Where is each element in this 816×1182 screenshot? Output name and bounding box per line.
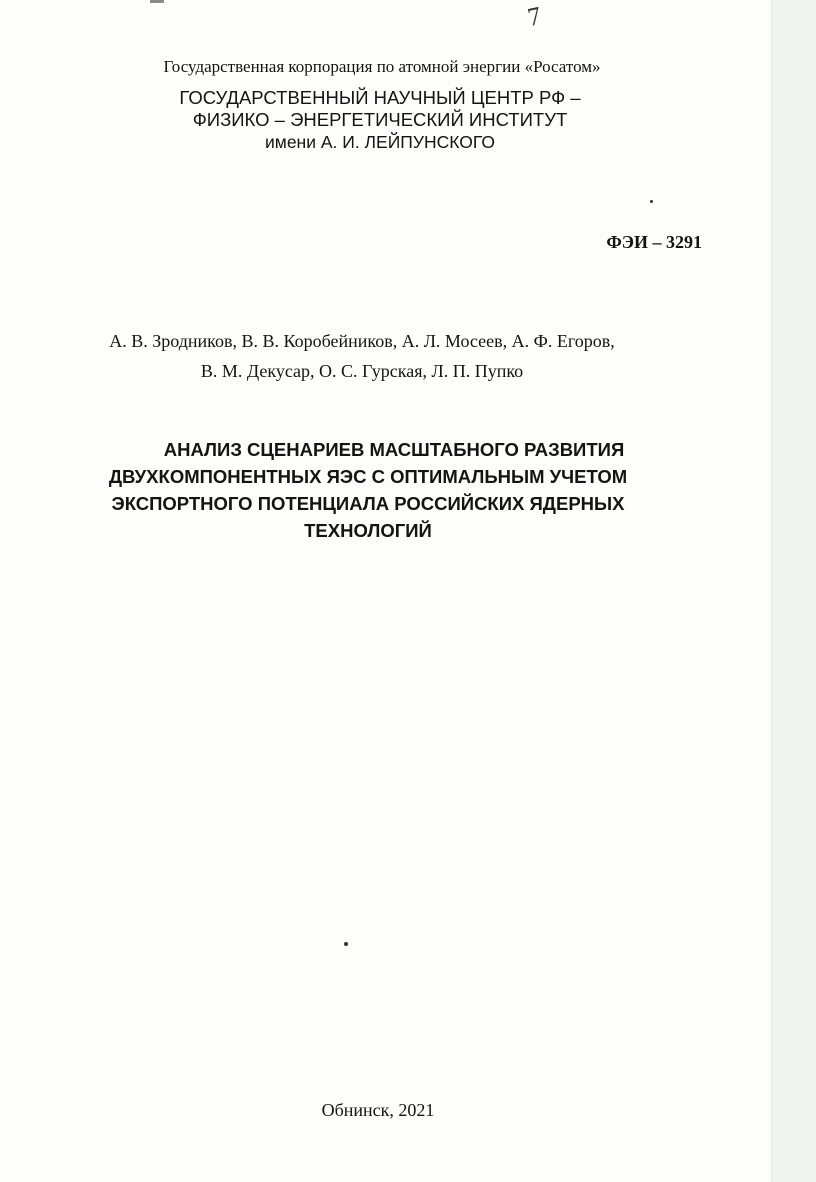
- authors-line-1: А. В. Зродников, В. В. Коробейников, А. Л. Мосеев, А. Ф. Егоров,: [109, 331, 615, 351]
- title-line-2: ДВУХКОМПОНЕНТНЫХ ЯЭС С ОПТИМАЛЬНЫМ УЧЕТОМ: [108, 466, 628, 487]
- scan-edge: [771, 0, 816, 1182]
- authors-line-2: В. М. Декусар, О. С. Гурская, Л. П. Пупко: [200, 361, 524, 381]
- report-title: [0, 436, 756, 544]
- scan-speck: [344, 942, 348, 946]
- institute-line-2: ФИЗИКО – ЭНЕРГЕТИЧЕСКИЙ ИНСТИТУТ: [192, 109, 568, 130]
- place-and-year: Обнинск, 2021: [321, 1100, 435, 1120]
- report-number: ФЭИ – 3291: [606, 232, 702, 252]
- institute-line-1: ГОСУДАРСТВЕННЫЙ НАУЧНЫЙ ЦЕНТР РФ –: [179, 87, 581, 108]
- institute-name: [0, 87, 768, 153]
- title-line-1: АНАЛИЗ СЦЕНАРИЕВ МАСШТАБНОГО РАЗВИТИЯ: [163, 439, 625, 460]
- title-line-4: ТЕХНОЛОГИЙ: [304, 520, 432, 541]
- scan-speck: [650, 200, 653, 203]
- institute-line-3: имени А. И. ЛЕЙПУНСКОГО: [265, 132, 495, 152]
- handwritten-mark: 7: [525, 0, 544, 33]
- scan-mark: [150, 0, 164, 3]
- authors: [0, 326, 750, 386]
- parent-organization: Государственная корпорация по атомной энергии «Росатом»: [163, 57, 601, 76]
- title-line-3: ЭКСПОРТНОГО ПОТЕНЦИАЛА РОССИЙСКИХ ЯДЕРНЫХ: [111, 493, 625, 514]
